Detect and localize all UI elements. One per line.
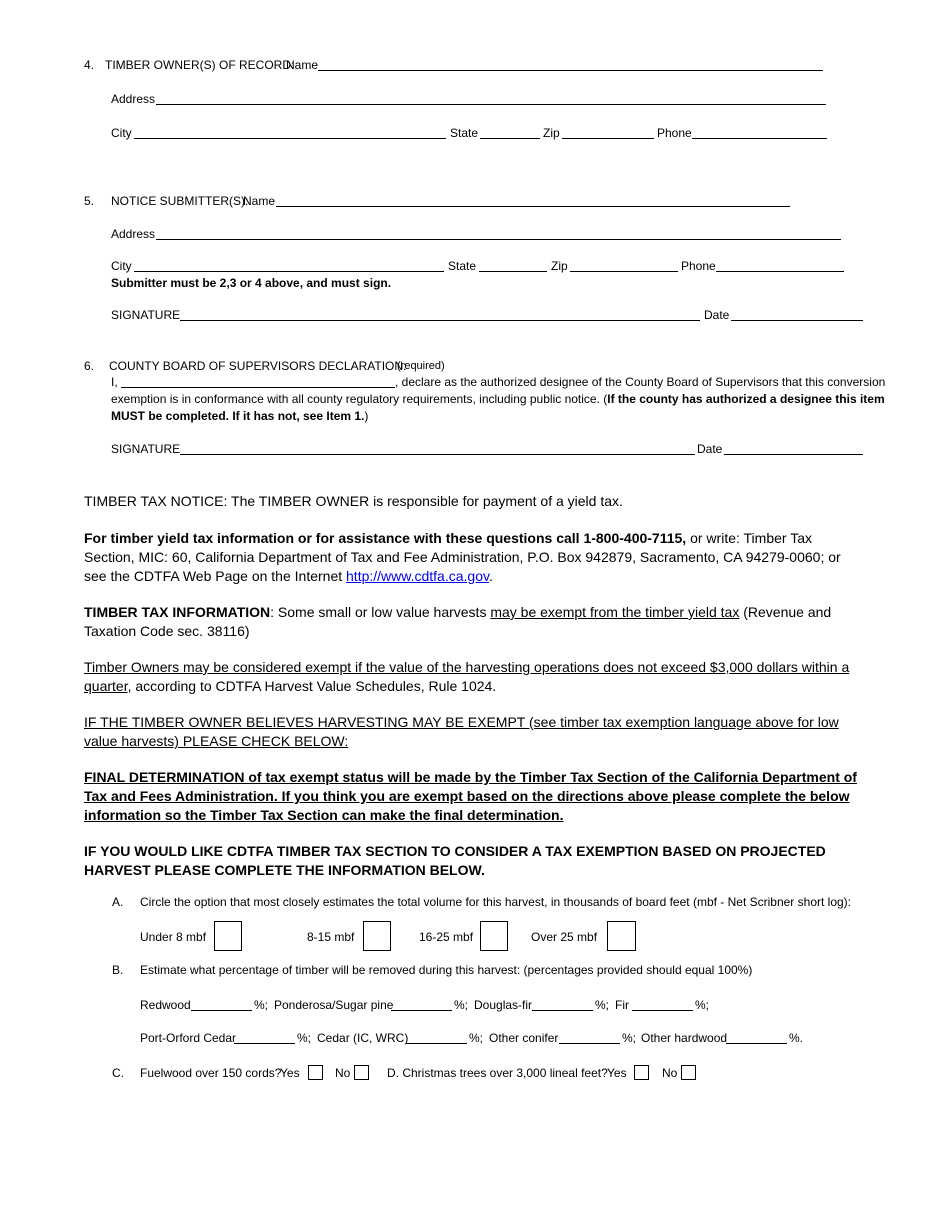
submitter-date-label: Date	[704, 308, 730, 322]
owner-city-label: City	[111, 126, 132, 140]
county-declare-line-2: exemption is in conformance with all county regulatory requirements, including public notice. (If the county has authorized a designee this item	[111, 392, 885, 406]
douglas-fir-percent-sign: %;	[595, 998, 610, 1012]
fir-label: Fir	[615, 998, 629, 1012]
owner-name-field[interactable]	[318, 70, 823, 71]
redwood-percent-sign: %;	[254, 998, 269, 1012]
other-conifer-label: Other conifer	[489, 1031, 559, 1045]
douglas-fir-label: Douglas-fir	[474, 998, 533, 1012]
county-date-label: Date	[697, 442, 723, 456]
cedar-percent-sign: %;	[469, 1031, 484, 1045]
submitter-zip-label: Zip	[551, 259, 568, 273]
christmas-trees-no-checkbox[interactable]	[681, 1065, 696, 1080]
submitter-address-label: Address	[111, 227, 156, 241]
submitter-phone-field[interactable]	[716, 271, 844, 272]
section-4-number: 4.	[84, 58, 95, 72]
cedar-percent-field[interactable]	[406, 1043, 467, 1044]
section-6-required: (required)	[397, 360, 445, 372]
submitter-note: Submitter must be 2,3 or 4 above, and must sign.	[111, 276, 392, 290]
ponderosa-percent-sign: %;	[454, 998, 469, 1012]
ponderosa-label: Ponderosa/Sugar pine	[274, 998, 394, 1012]
christmas-trees-no-label: No	[662, 1066, 678, 1080]
christmas-trees-yes-checkbox[interactable]	[634, 1065, 649, 1080]
fir-percent-field[interactable]	[632, 1010, 693, 1011]
volume-8-15-checkbox[interactable]	[363, 921, 391, 951]
timber-tax-information-paragraph: TIMBER TAX INFORMATION: Some small or low value harvests may be exempt from the timber yield tax (Revenue and Taxation Code sec. 38116)	[84, 604, 832, 639]
owner-city-field[interactable]	[134, 138, 446, 139]
volume-16-25-checkbox[interactable]	[480, 921, 508, 951]
volume-option-over-25-label: Over 25 mbf	[531, 930, 598, 944]
owner-state-field[interactable]	[480, 138, 540, 139]
submitter-city-label: City	[111, 259, 132, 273]
fuelwood-yes-checkbox[interactable]	[308, 1065, 323, 1080]
submitter-address-field[interactable]	[156, 239, 841, 240]
submitter-state-label: State	[448, 259, 477, 273]
item-a-text: Circle the option that most closely estimates the total volume for this harvest, in thousands of board feet (mbf - Net Scribner short log):	[140, 895, 851, 909]
port-orford-percent-field[interactable]	[234, 1043, 295, 1044]
redwood-label: Redwood	[140, 998, 191, 1012]
section-5-title: NOTICE SUBMITTER(S):	[111, 194, 249, 208]
timber-tax-contact-paragraph: For timber yield tax information or for assistance with these questions call 1-800-400-7115, or write: Timber Tax Section, MIC: 60, California Department of Tax and Fee Administration, P.O. Box 942879, Sacramento, CA 94279-0060; or see the CDTFA Web Page on the Internet http://www.cdtfa.ca.gov.	[84, 530, 841, 584]
owner-address-label: Address	[111, 92, 156, 106]
other-conifer-percent-sign: %;	[622, 1031, 637, 1045]
volume-option-8-15-label: 8-15 mbf	[307, 930, 355, 944]
fir-percent-sign: %;	[695, 998, 710, 1012]
item-b-letter: B.	[112, 963, 124, 977]
volume-under-8-checkbox[interactable]	[214, 921, 242, 951]
other-hardwood-label: Other hardwood	[641, 1031, 728, 1045]
county-declare-line-3: MUST be completed. If it has not, see Item 1.)	[111, 409, 369, 423]
county-date-field[interactable]	[724, 454, 863, 455]
owner-address-field[interactable]	[156, 104, 826, 105]
submitter-date-field[interactable]	[731, 320, 863, 321]
volume-option-16-25-label: 16-25 mbf	[419, 930, 474, 944]
submitter-signature-field[interactable]	[180, 320, 700, 321]
volume-option-under-8-label: Under 8 mbf	[140, 930, 207, 944]
section-5-number: 5.	[84, 194, 95, 208]
exempt-value-paragraph: Timber Owners may be considered exempt if the value of the harvesting operations does not exceed $3,000 dollars within a quarter, according to CDTFA Harvest Value Schedules, Rule 1024.	[84, 659, 850, 694]
submitter-name-label: Name	[243, 194, 276, 208]
douglas-fir-percent-field[interactable]	[532, 1010, 593, 1011]
section-6-number: 6.	[84, 359, 95, 373]
fuelwood-no-checkbox[interactable]	[354, 1065, 369, 1080]
county-signature-field[interactable]	[180, 454, 695, 455]
owner-phone-label: Phone	[657, 126, 692, 140]
ponderosa-percent-field[interactable]	[391, 1010, 452, 1011]
submitter-name-field[interactable]	[276, 206, 790, 207]
cedar-label: Cedar (IC, WRC)	[317, 1031, 409, 1045]
redwood-percent-field[interactable]	[191, 1010, 252, 1011]
port-orford-percent-sign: %;	[297, 1031, 312, 1045]
cdtfa-website-link[interactable]: http://www.cdtfa.ca.gov	[346, 568, 489, 584]
submitter-phone-label: Phone	[681, 259, 716, 273]
fuelwood-no-label: No	[335, 1066, 351, 1080]
submitter-city-field[interactable]	[134, 271, 444, 272]
county-signature-label: SIGNATURE	[111, 442, 181, 456]
section-6-title: COUNTY BOARD OF SUPERVISORS DECLARATION:	[109, 359, 407, 373]
county-declare-text: , declare as the authorized designee of the County Board of Supervisors that this conversion	[395, 375, 886, 389]
submitter-zip-field[interactable]	[570, 271, 678, 272]
submitter-state-field[interactable]	[479, 271, 547, 272]
owner-zip-label: Zip	[543, 126, 560, 140]
consider-exemption-paragraph: IF YOU WOULD LIKE CDTFA TIMBER TAX SECTION TO CONSIDER A TAX EXEMPTION BASED ON PROJECTED HARVEST PLEASE COMPLETE THE INFORMATION BELOW.	[84, 843, 826, 878]
county-designee-name-field[interactable]	[121, 387, 395, 388]
owner-believes-exempt-paragraph: IF THE TIMBER OWNER BELIEVES HARVESTING MAY BE EXEMPT (see timber tax exemption language above for low value harvests) PLEASE CHECK BELOW:	[84, 714, 839, 749]
section-4-title: TIMBER OWNER(S) OF RECORD:	[105, 58, 295, 72]
owner-state-label: State	[450, 126, 479, 140]
submitter-signature-label: SIGNATURE	[111, 308, 181, 322]
christmas-trees-question: D. Christmas trees over 3,000 lineal feet?	[387, 1066, 608, 1080]
port-orford-label: Port-Orford Cedar	[140, 1031, 237, 1045]
item-a-letter: A.	[112, 895, 124, 909]
other-hardwood-percent-sign: %.	[789, 1031, 804, 1045]
item-c-letter: C.	[112, 1066, 124, 1080]
owner-phone-field[interactable]	[692, 138, 827, 139]
owner-zip-field[interactable]	[562, 138, 654, 139]
county-i-label: I,	[111, 375, 118, 389]
timber-tax-notice: TIMBER TAX NOTICE: The TIMBER OWNER is responsible for payment of a yield tax.	[84, 493, 623, 509]
other-conifer-percent-field[interactable]	[559, 1043, 620, 1044]
christmas-trees-yes-label: Yes	[607, 1066, 627, 1080]
item-b-text: Estimate what percentage of timber will be removed during this harvest: (percentages provided should equal 100%)	[140, 963, 753, 977]
volume-over-25-checkbox[interactable]	[607, 921, 636, 951]
other-hardwood-percent-field[interactable]	[726, 1043, 787, 1044]
final-determination-paragraph: FINAL DETERMINATION of tax exempt status will be made by the Timber Tax Section of the California Department of Tax and Fees Administration. If you think you are exempt based on the directions above please complete the below information so the Timber Tax Section can make the final determination.	[84, 769, 857, 823]
fuelwood-yes-label: Yes	[280, 1066, 300, 1080]
owner-name-label: Name	[286, 58, 319, 72]
fuelwood-question: Fuelwood over 150 cords?	[140, 1066, 282, 1080]
